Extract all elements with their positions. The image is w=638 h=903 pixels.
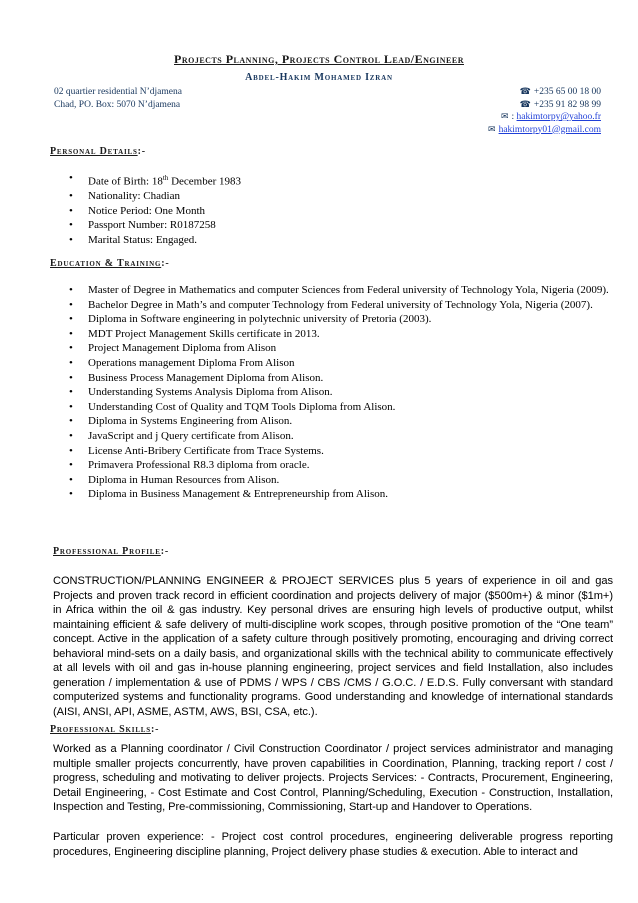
list-item: • Passport Number: R0187258: [69, 219, 216, 232]
candidate-name: Abdel-Hakim Mohamed Izran: [245, 72, 393, 83]
address-line-1: 02 quartier residential N’djamena: [54, 87, 182, 97]
list-item: • Diploma in Human Resources from Alison.: [69, 473, 280, 486]
phone-1-row: [488, 86, 601, 99]
list-item: • Diploma in Business Management & Entrepreneurship from Alison.: [69, 488, 389, 501]
contact-block: [488, 86, 601, 136]
list-item: • Business Process Management Diploma from Alison.: [69, 371, 324, 384]
list-item: • Understanding Cost of Quality and TQM Tools Diploma from Alison.: [69, 400, 396, 413]
phone-2: +235 91 82 98 99: [533, 99, 601, 110]
email-2-row: [488, 124, 601, 137]
professional-profile-text: CONSTRUCTION/PLANNING ENGINEER & PROJECT SERVICES plus 5 years of experience in oil and gas Projects and proven track record in efficient coordination and projects delivery of major ($500m+) & minor ($1m+) in Africa within the oil & gas industry. Key personal drives are ensuring high levels of productive output, whilst maintaining efficient & safe delivery of multi-discipline work scopes, through positive promotion of the “One team” concept. Active in the application of a safety culture through positively promoting, encouraging and driving correct behavioral mind-sets on a daily basis, and organizational skills with the technical ability to communicate effectively at all levels with oil and gas in-house planning engineering, project services and field Installation, also includes generation / implementation & use of PDMS / WPS / CBS /CMS / G.O.C. / E.D.S. Fully conversant with standard computerized systems and functionality programs. Good understanding and knowledge of international standards (AISI, ANSI, API, ASME, ASTM, AWS, BSI, CSA, etc.).: [53, 575, 613, 718]
education-list: [50, 283, 610, 502]
list-item: • Diploma in Systems Engineering from Alison.: [69, 415, 293, 428]
list-item: • Marital Status: Engaged.: [69, 234, 198, 247]
list-item: • Notice Period: One Month: [69, 204, 206, 217]
personal-details-heading: Personal Details:-: [50, 146, 146, 157]
list-item: • Nationality: Chadian: [69, 190, 180, 203]
list-item: • JavaScript and j Query certificate from Alison.: [69, 429, 294, 442]
envelope-icon: ✉: [500, 112, 509, 122]
list-item: • Date of Birth: 18th December 1983: [69, 172, 242, 188]
phone-2-row: [488, 99, 601, 112]
list-item: • License Anti-Bribery Certificate from Trace Systems.: [69, 444, 324, 457]
address-line-2: Chad, PO. Box: 5070 N’djamena: [54, 99, 181, 110]
personal-details-list: [50, 171, 610, 248]
email-1-prefix: :: [511, 112, 517, 122]
list-item: • Project Management Diploma from Alison: [69, 342, 277, 355]
email-2-link[interactable]: hakimtorpy01@gmail.com: [498, 124, 601, 135]
phone-icon: ☎: [519, 87, 531, 97]
professional-skills-heading: Professional Skills:-: [50, 724, 160, 735]
email-1-link[interactable]: hakimtorpy@yahoo.fr: [516, 112, 601, 122]
phone-icon: ☎: [519, 99, 531, 110]
professional-profile-heading: Professional Profile:-: [53, 546, 169, 557]
list-item: • Diploma in Software engineering in polytechnic university of Pretoria (2003).: [69, 313, 432, 326]
list-item: • Bachelor Degree in Math’s and computer Technology from Federal university of Technology Yola, Nigeria (2007).: [69, 298, 593, 311]
professional-skills-text-2: Particular proven experience: - Project cost control procedures, engineering deliverable progress reporting procedures, Engineering discipline planning, Project delivery phase studies & execution. Able to interact and: [53, 831, 613, 858]
envelope-icon: ✉: [488, 124, 496, 135]
address-block: [54, 86, 182, 111]
list-item: • Understanding Systems Analysis Diploma from Alison.: [69, 386, 333, 399]
list-item: • Primavera Professional R8.3 diploma from oracle.: [69, 459, 310, 472]
document-title: Projects Planning, Projects Control Lead/Engineer: [174, 52, 464, 66]
list-item: • Operations management Diploma From Alison: [69, 356, 295, 369]
list-item: • Master of Degree in Mathematics and computer Sciences from Federal university of Technology Yola, Nigeria (2009).: [69, 284, 609, 296]
email-1-row: [488, 111, 601, 124]
list-item: • MDT Project Management Skills certificate in 2013.: [69, 327, 320, 340]
phone-1: +235 65 00 18 00: [533, 87, 601, 97]
professional-skills-text-1: Worked as a Planning coordinator / Civil Construction Coordinator / project services administrator and managing multiple smaller projects concurrently, have proven capabilities in Coordination, Planning, tracking report / cost / progress, scheduling and motivating to deliver projects. Projects Services: - Contracts, Procurement, Engineering, Detail Engineering, - Cost Estimate and Cost Control, Planning/Scheduling, Execution - Construction, Installation, Inspection and Testing, Pre-commissioning, Commissioning, Start-up and Handover to Operations.: [53, 743, 613, 814]
education-heading: Education & Training:-: [50, 258, 170, 269]
